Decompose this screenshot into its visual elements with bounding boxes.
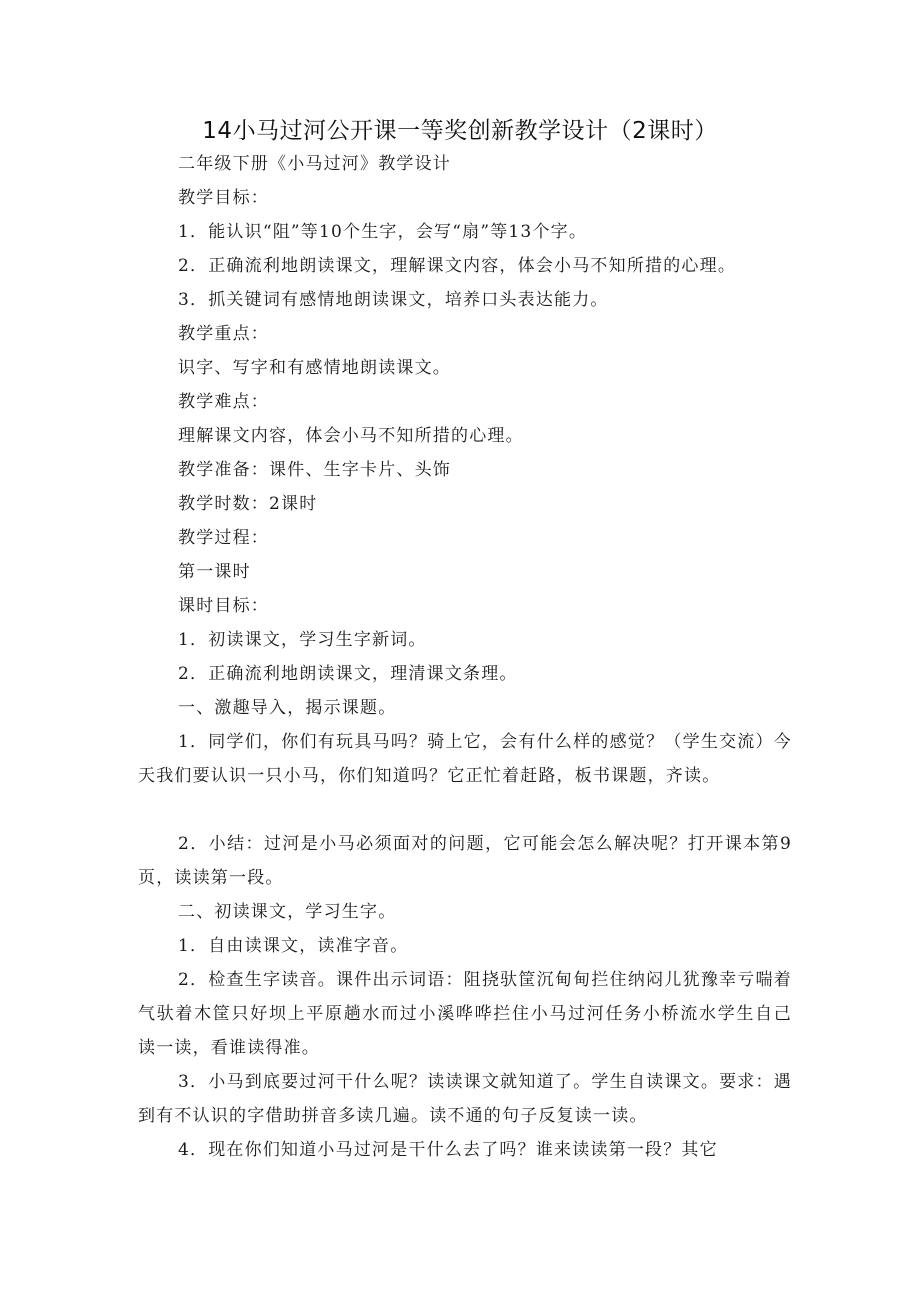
text-line-goal-1: 1．能认识“阻”等10个生字，会写“扇”等13个字。 bbox=[178, 222, 588, 242]
text-line-heading-process: 教学过程： bbox=[178, 528, 269, 548]
paragraph-step-1: 1．自由读课文，读准字音。 bbox=[178, 936, 409, 956]
paragraph-step-2: 2．检查生字读音。课件出示词语：阻挠驮筐沉甸甸拦住纳闷儿犹豫幸亏喘着气驮着木筐只好坝上平原趟水而过小溪哗哗拦住小马过河任务小桥流水学生自己读一读，看谁读得准。 bbox=[138, 970, 792, 1058]
text-line-lesson-goal-2: 2．正确流利地朗读课文，理清课文条理。 bbox=[178, 664, 518, 684]
text-line-goal-2: 2．正确流利地朗读课文，理解课文内容，体会小马不知所措的心理。 bbox=[178, 256, 737, 276]
text-line-heading-key-points: 教学重点： bbox=[178, 324, 269, 344]
text-line-difficulties: 理解课文内容，体会小马不知所措的心理。 bbox=[178, 426, 524, 446]
paragraph-step-3: 3．小马到底要过河干什么呢？读读课文就知道了。学生自读课文。要求：遇到有不认识的字借助拼音多读几遍。读不通的句子反复读一读。 bbox=[138, 1072, 792, 1126]
text-line-key-points: 识字、写字和有感情地朗读课文。 bbox=[178, 358, 451, 378]
paragraph-intro-question: 1．同学们，你们有玩具马吗？骑上它，会有什么样的感觉？（学生交流）今天我们要认识一只小马，你们知道吗？它正忙着赶路，板书课题，齐读。 bbox=[138, 732, 792, 786]
text-line-goal-3: 3．抓关键词有感情地朗读课文，培养口头表达能力。 bbox=[178, 290, 609, 310]
text-line-subtitle: 二年级下册《小马过河》教学设计 bbox=[178, 154, 451, 174]
text-line-lesson-hours: 教学时数：2课时 bbox=[178, 494, 318, 514]
text-line-heading-difficulties: 教学难点： bbox=[178, 392, 269, 412]
paragraph-summary: 2．小结：过河是小马必须面对的问题，它可能会怎么解决呢？打开课本第9页，读读第一段。 bbox=[138, 834, 792, 888]
text-line-lesson-goal-1: 1．初读课文，学习生字新词。 bbox=[178, 630, 427, 650]
text-line-heading-goals: 教学目标： bbox=[178, 188, 269, 208]
document-title: 14小马过河公开课一等奖创新教学设计（2课时） bbox=[202, 118, 718, 144]
paragraph-section-2: 二、初读课文，学习生字。 bbox=[178, 902, 397, 922]
text-line-first-lesson: 第一课时 bbox=[178, 562, 251, 582]
paragraph-step-4: 4．现在你们知道小马过河是干什么去了吗？谁来读读第一段？其它 bbox=[178, 1140, 718, 1160]
text-line-heading-lesson-goals: 课时目标： bbox=[178, 596, 269, 616]
text-line-section-1: 一、激趣导入，揭示课题。 bbox=[178, 698, 397, 718]
text-line-preparation: 教学准备：课件、生字卡片、头饰 bbox=[178, 460, 451, 480]
